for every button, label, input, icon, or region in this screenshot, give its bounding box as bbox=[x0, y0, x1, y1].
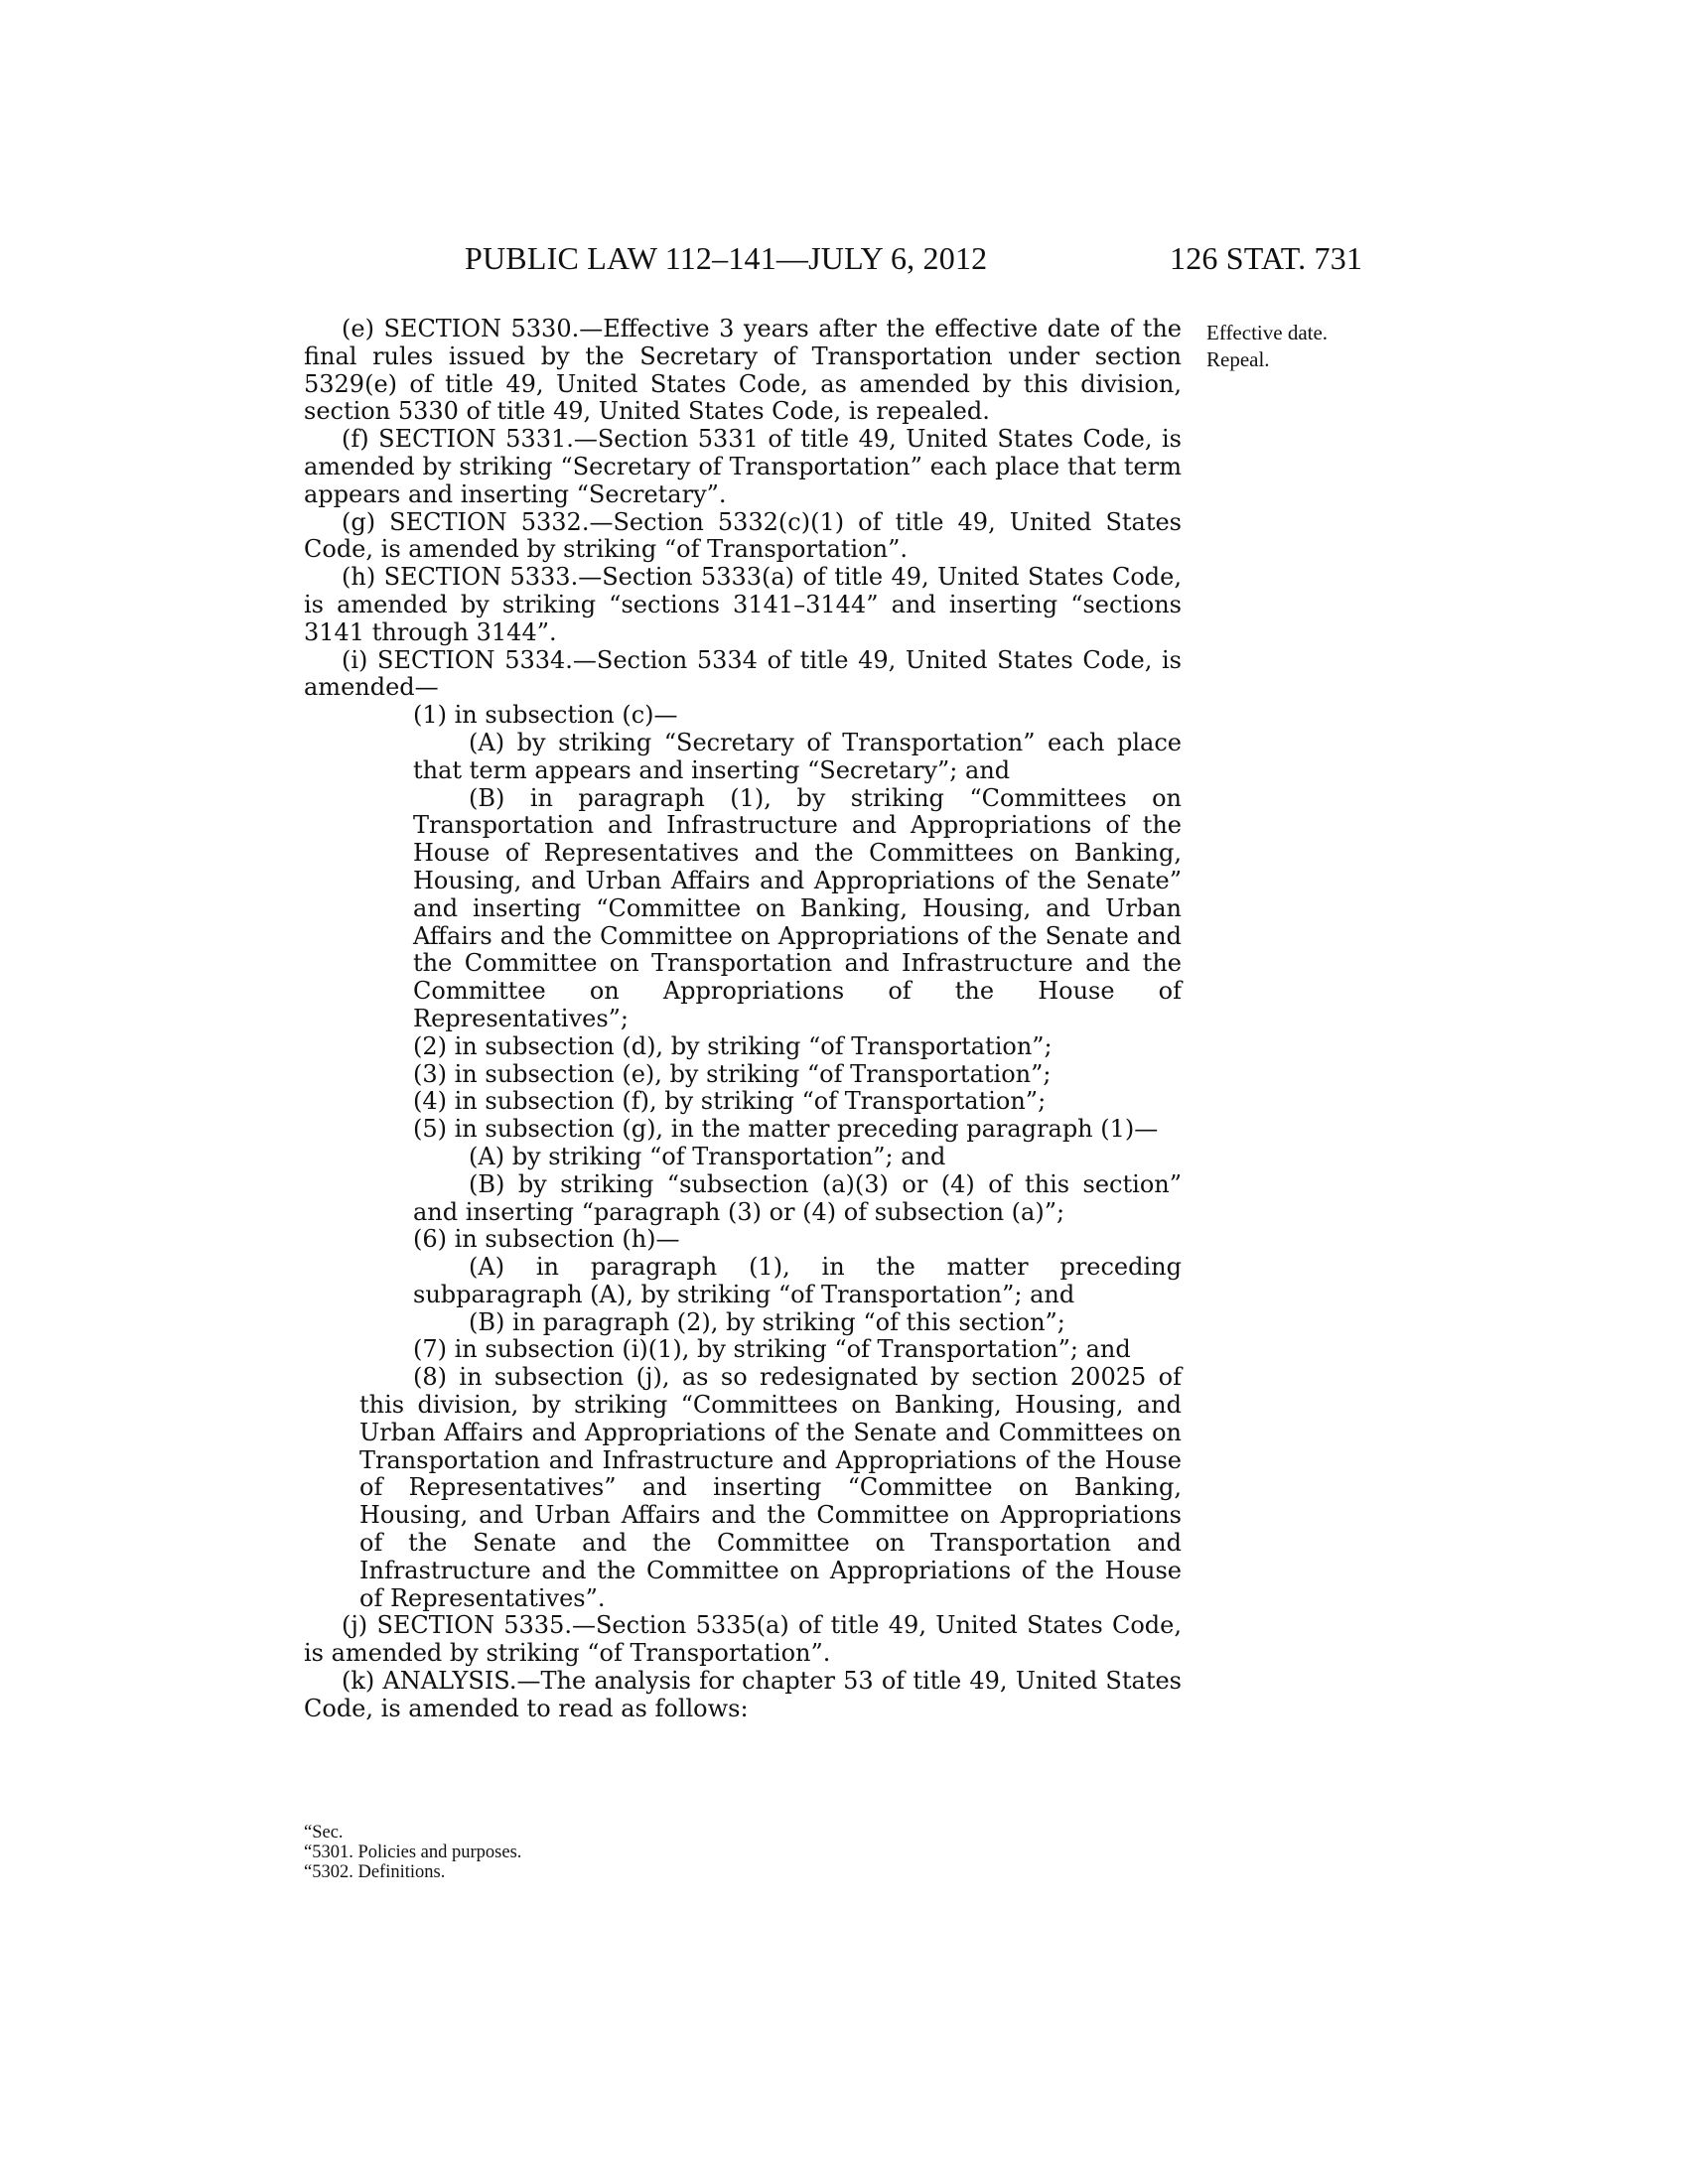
toc-heading: “Sec. bbox=[304, 1823, 344, 1843]
paragraph-i-1-B: (B) in paragraph (1), by striking “Committees on Transportation and Infrastructure and Appropriations of the House of Representatives and the Committees on Banking, Housing, and Urban Affairs and Appropriations of the Senate” and inserting “Committee on Banking, Housing, and Urban Affairs and the Committee on Appropriations of the Senate and the Committee on Transportation and Infrastructure and the Committee on Appropriations of the House of Representatives”; bbox=[413, 783, 1182, 1032]
paragraph-i-6-B: (B) in paragraph (2), by striking “of this section”; bbox=[469, 1307, 1065, 1336]
paragraph-e: (e) SECTION 5330.—Effective 3 years after the effective date of the final rules issued by the Secretary of Transportation under section 5329(e) of title 49, United States Code, as amended by this division, section 5330 of title 49, United States Code, is repealed. bbox=[304, 315, 1182, 426]
running-head-left: PUBLIC LAW 112–141—JULY 6, 2012 bbox=[465, 240, 988, 276]
paragraph-i-4: (4) in subsection (f), by striking “of Transportation”; bbox=[413, 1087, 1047, 1116]
paragraph-i-1-A: (A) by striking “Secretary of Transportation” each place that term appears and inserting “Secretary”; and bbox=[413, 728, 1182, 784]
analysis-table-of-sections bbox=[304, 1823, 521, 1882]
toc-item-5301: “5301. Policies and purposes. bbox=[304, 1843, 522, 1862]
toc-item-5302: “5302. Definitions. bbox=[304, 1862, 446, 1882]
paragraph-i-5-B: (B) by striking “subsection (a)(3) or (4) of this section” and inserting “paragraph (3) or (4) of subsection (a)”; bbox=[413, 1169, 1182, 1226]
margin-notes bbox=[1206, 320, 1328, 373]
paragraph-i-7: (7) in subsection (i)(1), by striking “of Transportation”; and bbox=[413, 1335, 1131, 1364]
paragraph-i-6-A: (A) in paragraph (1), in the matter preceding subparagraph (A), by striking “of Transportation”; and bbox=[413, 1253, 1182, 1308]
paragraph-k: (k) ANALYSIS.—The analysis for chapter 53 of title 49, United States Code, is amended to read as follows: bbox=[304, 1667, 1182, 1722]
running-head-right: 126 STAT. 731 bbox=[1170, 240, 1363, 276]
paragraph-i-8: (8) in subsection (j), as so redesignated by section 20025 of this division, by striking “Committees on Banking, Housing, and Urban Affairs and Appropriations of the Senate and Committees on Transportation and Infrastructure and Appropriations of the House of Representatives” and inserting “Committee on Banking, Housing, and Urban Affairs and the Committee on Appropriations of the Senate and the Committee on Transportation and Infrastructure and the Committee on Appropriations of the House of Representatives”. bbox=[359, 1363, 1182, 1612]
paragraph-i-6: (6) in subsection (h)— bbox=[413, 1225, 680, 1254]
body-text bbox=[304, 316, 1182, 1723]
margin-note-repeal: Repeal. bbox=[1206, 347, 1270, 371]
paragraph-g: (g) SECTION 5332.—Section 5332(c)(1) of title 49, United States Code, is amended by striking “of Transportation”. bbox=[304, 507, 1182, 564]
paragraph-h: (h) SECTION 5333.—Section 5333(a) of title 49, United States Code, is amended by striking “sections 3141–3144” and inserting “sections 3141 through 3144”. bbox=[304, 563, 1182, 646]
paragraph-i-1: (1) in subsection (c)— bbox=[413, 701, 678, 730]
paragraph-i-5-A: (A) by striking “of Transportation”; and bbox=[469, 1142, 946, 1170]
paragraph-f: (f) SECTION 5331.—Section 5331 of title 49, United States Code, is amended by striking “Secretary of Transportation” each place that term appears and inserting “Secretary”. bbox=[304, 425, 1182, 508]
margin-note-effective-date: Effective date. bbox=[1206, 321, 1329, 344]
paragraph-j: (j) SECTION 5335.—Section 5335(a) of title 49, United States Code, is amended by striking “of Transportation”. bbox=[304, 1611, 1182, 1668]
paragraph-i-2: (2) in subsection (d), by striking “of Transportation”; bbox=[413, 1031, 1053, 1060]
paragraph-i: (i) SECTION 5334.—Section 5334 of title 49, United States Code, is amended— bbox=[304, 645, 1182, 702]
paragraph-i-3: (3) in subsection (e), by striking “of Transportation”; bbox=[413, 1059, 1052, 1088]
paragraph-i-5: (5) in subsection (g), in the matter preceding paragraph (1)— bbox=[413, 1115, 1159, 1144]
